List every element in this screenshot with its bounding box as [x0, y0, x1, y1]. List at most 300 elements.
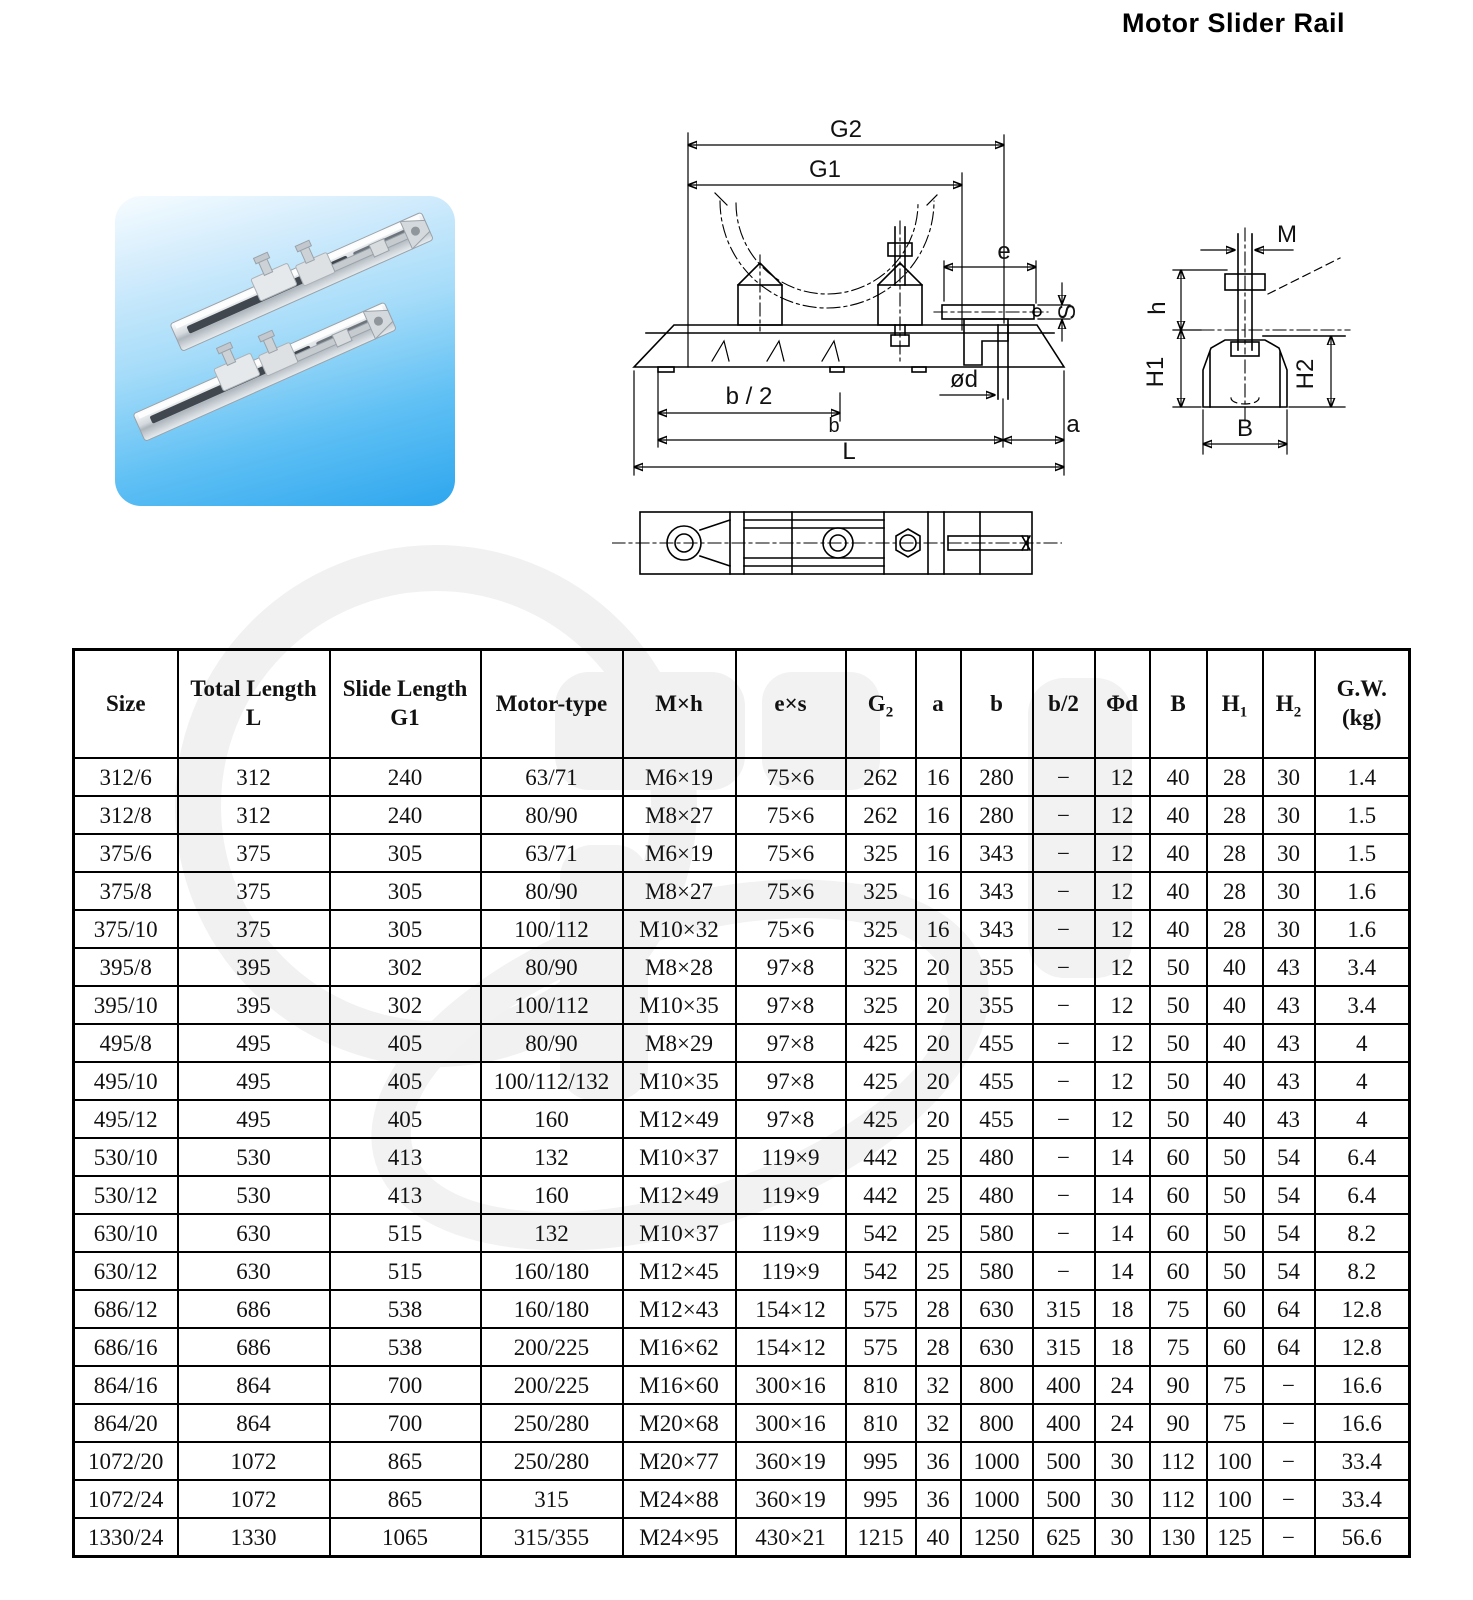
slider-rail-photo-illustration: [115, 196, 455, 506]
table-cell: 112: [1150, 1480, 1207, 1518]
table-cell: M16×62: [623, 1328, 736, 1366]
table-cell: 14: [1095, 1252, 1150, 1290]
table-row: [74, 1024, 1410, 1062]
column-header: Φd: [1095, 650, 1150, 759]
table-cell: 12: [1095, 910, 1150, 948]
table-cell: 810: [846, 1404, 916, 1442]
table-cell: 18: [1095, 1290, 1150, 1328]
table-cell: 80/90: [481, 796, 623, 834]
table-cell: 30: [1095, 1518, 1150, 1557]
table-cell: 6.4: [1315, 1138, 1410, 1176]
table-cell: 262: [846, 796, 916, 834]
table-cell: 315: [1033, 1328, 1095, 1366]
table-cell: 8.2: [1315, 1214, 1410, 1252]
table-cell: 50: [1207, 1252, 1263, 1290]
table-row: [74, 1404, 1410, 1442]
table-cell: 16: [916, 834, 961, 872]
table-cell: M12×43: [623, 1290, 736, 1328]
dim-label-m: M: [1277, 222, 1297, 248]
table-cell: 43: [1263, 1100, 1315, 1138]
table-cell: 375: [178, 910, 330, 948]
table-cell: 60: [1207, 1290, 1263, 1328]
table-cell: 315/355: [481, 1518, 623, 1557]
table-cell: 240: [330, 758, 481, 796]
table-cell: 580: [961, 1214, 1033, 1252]
table-cell: 50: [1150, 986, 1207, 1024]
table-cell: 50: [1150, 948, 1207, 986]
table-cell: 75: [1150, 1290, 1207, 1328]
table-cell: 995: [846, 1442, 916, 1480]
column-header: Slide Length G1: [330, 650, 481, 759]
product-photo: [115, 196, 455, 506]
table-cell: 343: [961, 834, 1033, 872]
column-header: $H_1$: [1207, 650, 1263, 759]
table-cell: 1250: [961, 1518, 1033, 1557]
table-cell: 400: [1033, 1366, 1095, 1404]
table-row: [74, 1252, 1410, 1290]
table-cell: 1000: [961, 1480, 1033, 1518]
dim-label-a: a: [1066, 411, 1080, 438]
table-cell: 36: [916, 1442, 961, 1480]
table-cell: 1072: [178, 1480, 330, 1518]
table-cell: 530/12: [74, 1176, 178, 1214]
table-cell: 40: [1150, 910, 1207, 948]
table-cell: 90: [1150, 1366, 1207, 1404]
table-cell: 625: [1033, 1518, 1095, 1557]
table-cell: 75×6: [736, 910, 846, 948]
table-cell: 75: [1150, 1328, 1207, 1366]
table-cell: M10×35: [623, 1062, 736, 1100]
table-cell: −: [1033, 1100, 1095, 1138]
table-cell: 25: [916, 1138, 961, 1176]
column-header: $H_2$: [1263, 650, 1315, 759]
table-cell: 395: [178, 986, 330, 1024]
table-cell: 130: [1150, 1518, 1207, 1557]
table-cell: 515: [330, 1214, 481, 1252]
table-cell: 530: [178, 1176, 330, 1214]
table-row: [74, 834, 1410, 872]
table-cell: 30: [1263, 834, 1315, 872]
table-cell: 700: [330, 1366, 481, 1404]
column-header: Motor-type: [481, 650, 623, 759]
table-cell: 495/8: [74, 1024, 178, 1062]
table-cell: 630: [178, 1252, 330, 1290]
table-cell: 700: [330, 1404, 481, 1442]
table-cell: 686/16: [74, 1328, 178, 1366]
table-cell: −: [1033, 1176, 1095, 1214]
table-cell: 315: [1033, 1290, 1095, 1328]
table-cell: 355: [961, 986, 1033, 1024]
table-cell: −: [1033, 1252, 1095, 1290]
table-cell: 413: [330, 1176, 481, 1214]
table-cell: 40: [1150, 834, 1207, 872]
dim-label-h1: H1: [1142, 356, 1169, 388]
table-row: [74, 1138, 1410, 1176]
table-cell: 312/6: [74, 758, 178, 796]
table-cell: 112: [1150, 1442, 1207, 1480]
table-cell: 4: [1315, 1100, 1410, 1138]
table-cell: 64: [1263, 1290, 1315, 1328]
table-cell: 375/8: [74, 872, 178, 910]
table-cell: 60: [1150, 1138, 1207, 1176]
table-cell: 154×12: [736, 1290, 846, 1328]
table-cell: 686: [178, 1328, 330, 1366]
table-cell: 200/225: [481, 1328, 623, 1366]
table-cell: 864/16: [74, 1366, 178, 1404]
table-cell: 40: [1207, 948, 1263, 986]
table-cell: 132: [481, 1138, 623, 1176]
table-cell: 1215: [846, 1518, 916, 1557]
table-cell: 12: [1095, 1100, 1150, 1138]
table-cell: M10×37: [623, 1214, 736, 1252]
table-cell: 375/10: [74, 910, 178, 948]
table-cell: 20: [916, 986, 961, 1024]
table-cell: 100/112/132: [481, 1062, 623, 1100]
column-header: e×s: [736, 650, 846, 759]
table-cell: 20: [916, 1062, 961, 1100]
table-row: [74, 1100, 1410, 1138]
table-cell: 495/12: [74, 1100, 178, 1138]
table-cell: 30: [1095, 1442, 1150, 1480]
table-cell: 305: [330, 910, 481, 948]
table-cell: 355: [961, 948, 1033, 986]
table-cell: 405: [330, 1062, 481, 1100]
table-cell: 25: [916, 1214, 961, 1252]
table-cell: 28: [1207, 796, 1263, 834]
table-cell: 132: [481, 1214, 623, 1252]
table-cell: 405: [330, 1024, 481, 1062]
table-cell: 97×8: [736, 1024, 846, 1062]
table-cell: 325: [846, 834, 916, 872]
table-cell: 542: [846, 1252, 916, 1290]
table-cell: 630: [178, 1214, 330, 1252]
table-cell: 630: [961, 1328, 1033, 1366]
table-cell: 864/20: [74, 1404, 178, 1442]
table-cell: 119×9: [736, 1252, 846, 1290]
table-cell: M20×68: [623, 1404, 736, 1442]
table-cell: 250/280: [481, 1442, 623, 1480]
table-cell: −: [1263, 1442, 1315, 1480]
table-cell: 75: [1207, 1366, 1263, 1404]
table-cell: 495: [178, 1024, 330, 1062]
table-cell: 100: [1207, 1442, 1263, 1480]
table-cell: 530: [178, 1138, 330, 1176]
table-cell: 16: [916, 796, 961, 834]
table-cell: 575: [846, 1328, 916, 1366]
table-cell: 864: [178, 1366, 330, 1404]
table-cell: 125: [1207, 1518, 1263, 1557]
dim-label-g1: G1: [808, 156, 842, 183]
table-cell: 12: [1095, 834, 1150, 872]
table-cell: 28: [1207, 758, 1263, 796]
table-cell: 119×9: [736, 1176, 846, 1214]
table-cell: 16.6: [1315, 1366, 1410, 1404]
table-cell: 16: [916, 910, 961, 948]
table-cell: 12: [1095, 796, 1150, 834]
table-cell: 97×8: [736, 1100, 846, 1138]
table-cell: 50: [1150, 1062, 1207, 1100]
column-header: b/2: [1033, 650, 1095, 759]
table-cell: 1072/24: [74, 1480, 178, 1518]
table-cell: 12: [1095, 1062, 1150, 1100]
table-cell: 25: [916, 1176, 961, 1214]
table-cell: 80/90: [481, 872, 623, 910]
table-cell: 63/71: [481, 834, 623, 872]
table-cell: M24×95: [623, 1518, 736, 1557]
column-header: B: [1150, 650, 1207, 759]
table-cell: M12×49: [623, 1176, 736, 1214]
table-cell: 1.5: [1315, 796, 1410, 834]
table-cell: 60: [1150, 1214, 1207, 1252]
dim-label-g2: G2: [829, 116, 863, 143]
table-cell: 250/280: [481, 1404, 623, 1442]
table-cell: 8.2: [1315, 1252, 1410, 1290]
table-cell: 60: [1150, 1176, 1207, 1214]
table-cell: 160/180: [481, 1252, 623, 1290]
column-header: $G_2$: [846, 650, 916, 759]
table-cell: 1.4: [1315, 758, 1410, 796]
table-row: [74, 986, 1410, 1024]
table-cell: 425: [846, 1062, 916, 1100]
table-row: [74, 1442, 1410, 1480]
table-cell: 43: [1263, 948, 1315, 986]
table-cell: 343: [961, 872, 1033, 910]
table-cell: 442: [846, 1176, 916, 1214]
table-cell: −: [1263, 1518, 1315, 1557]
table-row: [74, 948, 1410, 986]
table-cell: 30: [1263, 910, 1315, 948]
table-cell: 54: [1263, 1176, 1315, 1214]
table-cell: 20: [916, 948, 961, 986]
table-cell: 1.5: [1315, 834, 1410, 872]
table-cell: 28: [916, 1290, 961, 1328]
spec-table: [72, 648, 1411, 1558]
table-cell: 538: [330, 1328, 481, 1366]
side-view-drawing: [1135, 222, 1365, 467]
table-cell: 315: [481, 1480, 623, 1518]
table-cell: 865: [330, 1480, 481, 1518]
header-row: [74, 650, 1410, 759]
table-cell: 280: [961, 758, 1033, 796]
table-cell: M10×37: [623, 1138, 736, 1176]
page-title: Motor Slider Rail: [1122, 8, 1346, 38]
table-cell: 302: [330, 986, 481, 1024]
table-cell: 32: [916, 1404, 961, 1442]
table-cell: 75×6: [736, 872, 846, 910]
table-cell: M12×45: [623, 1252, 736, 1290]
table-cell: M16×60: [623, 1366, 736, 1404]
table-cell: 20: [916, 1100, 961, 1138]
table-cell: 455: [961, 1024, 1033, 1062]
table-row: [74, 1328, 1410, 1366]
table-cell: 75×6: [736, 758, 846, 796]
table-cell: 325: [846, 948, 916, 986]
table-cell: 28: [1207, 910, 1263, 948]
column-header: M×h: [623, 650, 736, 759]
table-cell: 538: [330, 1290, 481, 1328]
table-cell: 119×9: [736, 1214, 846, 1252]
table-cell: −: [1033, 948, 1095, 986]
table-cell: 90: [1150, 1404, 1207, 1442]
spec-table-section: [72, 648, 1411, 1558]
table-cell: 375: [178, 872, 330, 910]
front-view-drawing: [612, 115, 1082, 490]
table-cell: 515: [330, 1252, 481, 1290]
table-cell: 405: [330, 1100, 481, 1138]
table-cell: 375/6: [74, 834, 178, 872]
table-cell: 325: [846, 872, 916, 910]
dim-label-h2: H2: [1292, 358, 1319, 390]
table-cell: 33.4: [1315, 1442, 1410, 1480]
table-cell: 240: [330, 796, 481, 834]
table-row: [74, 872, 1410, 910]
table-cell: 28: [1207, 872, 1263, 910]
table-cell: 60: [1150, 1252, 1207, 1290]
table-row: [74, 910, 1410, 948]
table-cell: 12.8: [1315, 1328, 1410, 1366]
table-row: [74, 1518, 1410, 1557]
table-cell: 200/225: [481, 1366, 623, 1404]
table-cell: 1.6: [1315, 872, 1410, 910]
table-cell: 580: [961, 1252, 1033, 1290]
table-cell: 395/10: [74, 986, 178, 1024]
table-cell: 30: [1095, 1480, 1150, 1518]
table-cell: 810: [846, 1366, 916, 1404]
table-cell: 28: [916, 1328, 961, 1366]
dim-label-h: h: [1144, 301, 1171, 315]
table-cell: 413: [330, 1138, 481, 1176]
table-cell: 480: [961, 1176, 1033, 1214]
table-cell: 12: [1095, 948, 1150, 986]
table-cell: −: [1033, 1062, 1095, 1100]
table-cell: M6×19: [623, 758, 736, 796]
table-cell: 1072/20: [74, 1442, 178, 1480]
table-cell: 24: [1095, 1366, 1150, 1404]
table-cell: 530/10: [74, 1138, 178, 1176]
table-cell: 500: [1033, 1442, 1095, 1480]
table-cell: 575: [846, 1290, 916, 1328]
table-cell: 864: [178, 1404, 330, 1442]
table-cell: 100: [1207, 1480, 1263, 1518]
column-header: Size: [74, 650, 178, 759]
table-cell: 300×16: [736, 1404, 846, 1442]
table-cell: 1000: [961, 1442, 1033, 1480]
table-cell: 343: [961, 910, 1033, 948]
table-cell: −: [1263, 1366, 1315, 1404]
table-cell: 43: [1263, 1024, 1315, 1062]
table-cell: 75×6: [736, 834, 846, 872]
table-cell: 30: [1263, 758, 1315, 796]
dim-label-e: e: [997, 238, 1011, 265]
column-header: b: [961, 650, 1033, 759]
table-cell: 16: [916, 758, 961, 796]
table-cell: 4: [1315, 1024, 1410, 1062]
table-cell: 64: [1263, 1328, 1315, 1366]
table-row: [74, 1176, 1410, 1214]
table-cell: 160: [481, 1100, 623, 1138]
table-cell: 97×8: [736, 948, 846, 986]
table-cell: 43: [1263, 1062, 1315, 1100]
table-cell: 60: [1207, 1328, 1263, 1366]
table-cell: M12×49: [623, 1100, 736, 1138]
table-row: [74, 1366, 1410, 1404]
table-row: [74, 796, 1410, 834]
table-cell: 495/10: [74, 1062, 178, 1100]
table-cell: 100/112: [481, 986, 623, 1024]
table-cell: 30: [1263, 872, 1315, 910]
table-row: [74, 758, 1410, 796]
table-cell: 160/180: [481, 1290, 623, 1328]
table-cell: 50: [1207, 1176, 1263, 1214]
table-cell: 97×8: [736, 1062, 846, 1100]
table-cell: M24×88: [623, 1480, 736, 1518]
table-cell: 395: [178, 948, 330, 986]
table-cell: 305: [330, 834, 481, 872]
table-cell: 630: [961, 1290, 1033, 1328]
table-cell: 54: [1263, 1138, 1315, 1176]
table-cell: 3.4: [1315, 986, 1410, 1024]
table-cell: 63/71: [481, 758, 623, 796]
dim-label-b: b: [828, 415, 840, 437]
table-cell: −: [1263, 1404, 1315, 1442]
column-header: G.W. (kg): [1315, 650, 1410, 759]
dim-label-l: L: [842, 438, 856, 465]
table-cell: 14: [1095, 1214, 1150, 1252]
table-cell: 4: [1315, 1062, 1410, 1100]
table-cell: 16: [916, 872, 961, 910]
table-cell: 280: [961, 796, 1033, 834]
table-cell: M8×29: [623, 1024, 736, 1062]
table-cell: 154×12: [736, 1328, 846, 1366]
table-cell: 40: [1207, 1024, 1263, 1062]
table-cell: 455: [961, 1100, 1033, 1138]
table-cell: 542: [846, 1214, 916, 1252]
table-cell: 865: [330, 1442, 481, 1480]
table-cell: 686: [178, 1290, 330, 1328]
table-cell: 28: [1207, 834, 1263, 872]
table-cell: 40: [1150, 758, 1207, 796]
table-cell: 16.6: [1315, 1404, 1410, 1442]
table-cell: 18: [1095, 1328, 1150, 1366]
table-cell: 442: [846, 1138, 916, 1176]
table-cell: 325: [846, 910, 916, 948]
table-cell: 360×19: [736, 1480, 846, 1518]
table-cell: −: [1033, 872, 1095, 910]
table-cell: −: [1033, 758, 1095, 796]
table-cell: 12: [1095, 872, 1150, 910]
column-header: Total Length L: [178, 650, 330, 759]
table-cell: 400: [1033, 1404, 1095, 1442]
table-cell: 425: [846, 1024, 916, 1062]
table-cell: 40: [1150, 872, 1207, 910]
table-cell: 312/8: [74, 796, 178, 834]
table-cell: 325: [846, 986, 916, 1024]
table-row: [74, 1290, 1410, 1328]
table-row: [74, 1480, 1410, 1518]
table-cell: 1072: [178, 1442, 330, 1480]
table-cell: 395/8: [74, 948, 178, 986]
table-cell: 40: [1207, 1062, 1263, 1100]
table-cell: 480: [961, 1138, 1033, 1176]
table-cell: 425: [846, 1100, 916, 1138]
table-cell: 305: [330, 872, 481, 910]
table-cell: 97×8: [736, 986, 846, 1024]
dim-label-s: S: [1054, 303, 1081, 321]
table-cell: M20×77: [623, 1442, 736, 1480]
table-cell: M8×27: [623, 796, 736, 834]
table-cell: 33.4: [1315, 1480, 1410, 1518]
table-cell: 50: [1207, 1138, 1263, 1176]
